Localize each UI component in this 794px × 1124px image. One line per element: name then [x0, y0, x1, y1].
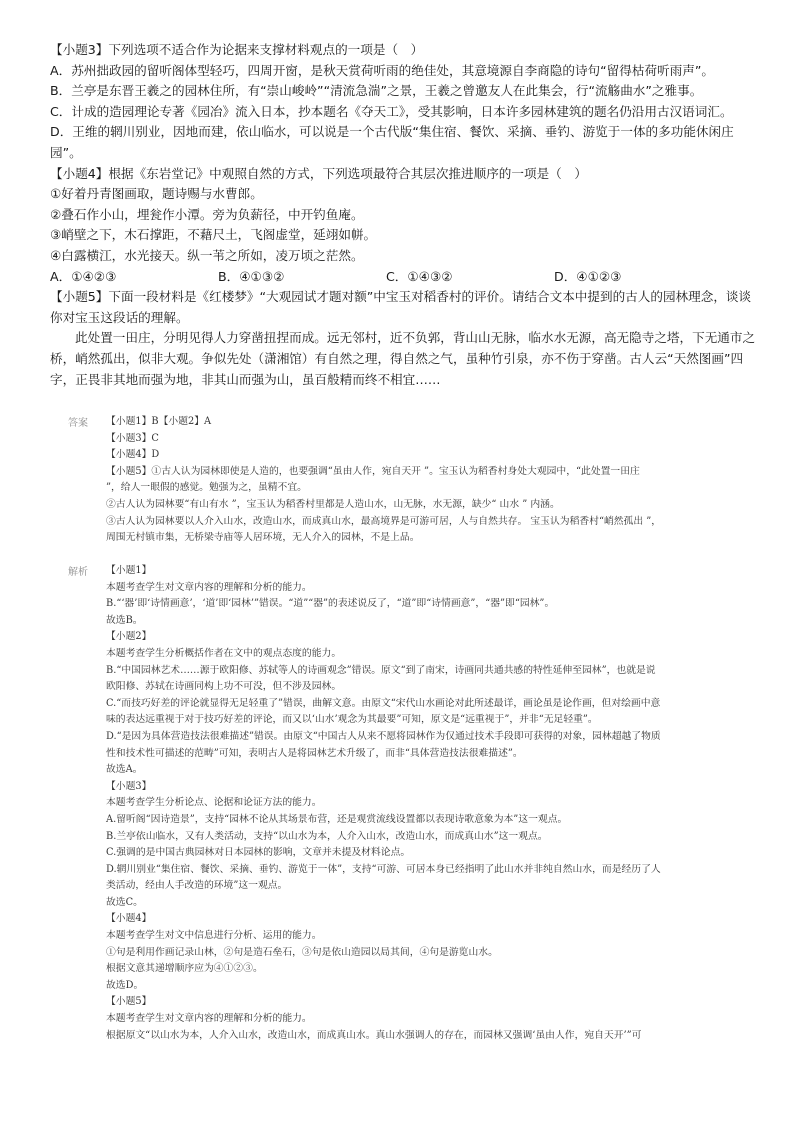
q4-option-b: B．④①③②	[218, 268, 285, 284]
explanation-section	[68, 563, 728, 1044]
answer-label: 答案	[68, 418, 88, 429]
explanation-line: 【小题2】	[106, 631, 152, 643]
explanation-line: 本题考查学生分析概括作者在文中的观点态度的能力。	[106, 647, 342, 659]
q4-item-4: ④白露横江，水光接天。纵一苇之所如，凌万顷之茫然。	[50, 247, 364, 263]
explanation-line: B.兰亭依山临水，又有人类活动，支持“以山水为本，人介入山水，改造山水，而成真山水”这一观点。	[106, 830, 548, 842]
explanation-line: 本题考查学生分析论点、论据和论证方法的能力。	[106, 797, 322, 809]
answer-line: ②古人认为园林要“有山有水 ”，宝玉认为稻香村里都是人造山水，山无脉，水无源，缺少“ 山水 ” 内涵。	[106, 498, 560, 510]
explanation-line: 【小题3】	[106, 780, 152, 792]
answer-line: ③古人认为园林要以人介入山水，改造山水，而成真山水，最高境界是可游可居，人与自然共存。 宝玉认为稻香村“峭然孤出 ”，	[106, 515, 662, 527]
explanation-line: D.“是因为具体营造技法很难描述”错误。由原文“中国古人从来不愿将园林作为仅通过技术手段即可获得的对象，园林超越了物质	[106, 730, 661, 742]
explanation-line: 故选C。	[106, 896, 143, 908]
explanation-label: 解析	[68, 567, 88, 578]
question-section	[50, 40, 756, 390]
q4-stem: 【小题4】根据《东岩堂记》中观照自然的方式，下列选项最符合其层次推进顺序的一项是（ ）	[50, 165, 587, 181]
explanation-line: 故选A。	[106, 764, 143, 776]
explanation-line: B.“中国园林艺术……源于欧阳修、苏轼等人的诗画观念”错误。原文“到了南宋，诗画同共通共感的特性延伸至园林”，也就是说	[106, 664, 656, 676]
explanation-line: B.“‘器’即‘诗情画意’，‘道’即‘园林’”错误。“道”“器”的表述说反了，“道”即“诗情画意”，“器”即“园林”。	[106, 598, 555, 610]
q4-item-3: ③峭壁之下，木石撑距，不藉尺土，飞阁虚堂，延翊如帡。	[50, 227, 377, 243]
q5-passage-line: 桥，峭然孤出，似非大观。争似先处（潇湘馆）有自然之理，得自然之气，虽种竹引泉，亦不伤于穿凿。古人云“天然图画”四	[50, 350, 744, 366]
explanation-line: 性和技术性可描述的范畴”可知，表明古人是将园林艺术升级了，而非“具体营造技法很难描述”。	[106, 747, 523, 759]
explanation-line: 味的表达远重视于对于技巧好差的评论，而又以‘山水’观念为其最要”可知，原文是“远重视于”，并非“无足轻重”。	[106, 714, 598, 726]
q5-stem-cont: 你对宝玉这段话的理解。	[50, 309, 189, 325]
explanation-line: C.“而技巧好差的评论就显得无足轻重了”错误，曲解文意。由原文“宋代山水画论对此所述最详，画论虽是论作画，但对绘画中意	[106, 697, 661, 709]
answer-line: 【小题1】B【小题2】A	[106, 416, 212, 427]
answer-line: 【小题4】D	[106, 449, 160, 461]
q4-options	[50, 267, 750, 288]
answer-line: 【小题5】①古人认为园林即使是人造的，也要强调“虽由人作，宛自天开 ”。宝玉认为稻香村身处大观园中，“此处置一田庄	[106, 465, 640, 477]
explanation-line: 【小题1】	[106, 565, 152, 576]
explanation-line: 本题考查学生对文章内容的理解和分析的能力。	[106, 581, 312, 593]
answer-body	[106, 414, 728, 547]
q3-option-d: D．王维的辋川别业，因地而建，依山临水，可以说是一个古代版“集住宿、餐饮、采摘、垂钓、游览于一体的多功能休闲庄	[50, 124, 734, 140]
explanation-line: 本题考查学生对文章内容的理解和分析的能力。	[106, 1013, 312, 1025]
q4-item-1: ①好着丹青图画取，题诗赐与水曹郎。	[50, 186, 263, 202]
explanation-line: 【小题4】	[106, 913, 152, 925]
answer-section	[68, 414, 728, 547]
q4-option-c: C．①④③②	[386, 268, 453, 284]
q5-passage-line: 字，正畏非其地而强为地，非其山而强为山，虽百般精而终不相宜……	[50, 371, 441, 387]
q3-stem: 【小题3】下列选项不适合作为论据来支撑材料观点的一项是（ ）	[50, 42, 424, 57]
explanation-line: 欧阳修、苏轼在诗画同构上功不可没，但不涉及园林。	[106, 681, 342, 693]
q4-option-d: D．④①②③	[554, 268, 622, 284]
explanation-line: 【小题5】	[106, 996, 152, 1008]
explanation-line: A.留听阁“因诗造景”，支持“园林不论从其场景布营，还是观赏流线设置都以表现诗歌意象为本”这一观点。	[106, 813, 568, 825]
explanation-line: C.强调的是中国古典园林对日本园林的影响，文章并未提及材料论点。	[106, 847, 411, 859]
q4-option-a: A．①④②③	[50, 268, 117, 284]
explanation-line: 根据原文“以山水为本，人介入山水，改造山水，而成真山水。真山水强调人的存在，而园林又强调‘虽由人作，宛自天开’”可	[106, 1029, 642, 1041]
answer-line: 【小题3】C	[106, 432, 159, 444]
explanation-line: D.辋川别业“集住宿、餐饮、采摘、垂钓、游览于一体”，支持“可游、可居本身已经指明了此山水并非纯自然山水，而是经历了人	[106, 863, 661, 875]
explanation-line: ①句是利用作画记录山林，②句是造石垒石，③句是依山造园以局其间，④句是游览山水。	[106, 946, 498, 958]
explanation-line: 故选B。	[106, 614, 143, 626]
explanation-line: 本题考查学生对文中信息进行分析、运用的能力。	[106, 930, 322, 942]
q3-option-a: A．苏州拙政园的留听阁体型轻巧，四周开窗，是秋天赏荷听雨的绝佳处，其意境源自李商隐的诗句“留得枯荷听雨声”。	[50, 62, 714, 78]
answer-line: 周围无村镇市集，无桥梁寺庙等人居环境，无人介入的园林，不是上品。	[106, 532, 420, 544]
q3-option-b: B．兰亭是东晋王羲之的园林住所，有“崇山峻岭”“清流急湍”之景，王羲之曾邀友人在此集会，行“流觞曲水”之雅事。	[50, 83, 703, 99]
q4-item-2: ②叠石作小山，埋瓮作小潭。旁为负薪径，中开钓鱼庵。	[50, 206, 364, 222]
q3-option-d-cont: 园”。	[50, 144, 82, 160]
explanation-line: 根据文意其递增顺序应为④①②③。	[106, 963, 263, 975]
q3-option-c: C．计成的造园理论专著《园冶》流入日本，抄本题名《夺天工》，受其影响，日本许多园林建筑的题名仍沿用古汉语词汇。	[50, 103, 733, 119]
q5-passage-line: 此处置一田庄，分明见得人力穿凿扭捏而成。远无邻村，近不负郭，背山山无脉，临水水无源，高无隐寺之塔，下无通市之	[75, 330, 756, 346]
explanation-line: 故选D。	[106, 979, 144, 991]
explanation-body	[106, 563, 728, 1044]
answer-line: ”，给人一眼假的感觉。勉强为之，虽精不宜。	[106, 482, 307, 494]
q5-stem: 【小题5】下面一段材料是《红楼梦》“大观园试才题对额”中宝玉对稻香村的评价。请结合文本中提到的古人的园林理念，谈谈	[50, 289, 752, 305]
explanation-line: 类活动，经由人手改造的环境”这一观点。	[106, 880, 288, 892]
